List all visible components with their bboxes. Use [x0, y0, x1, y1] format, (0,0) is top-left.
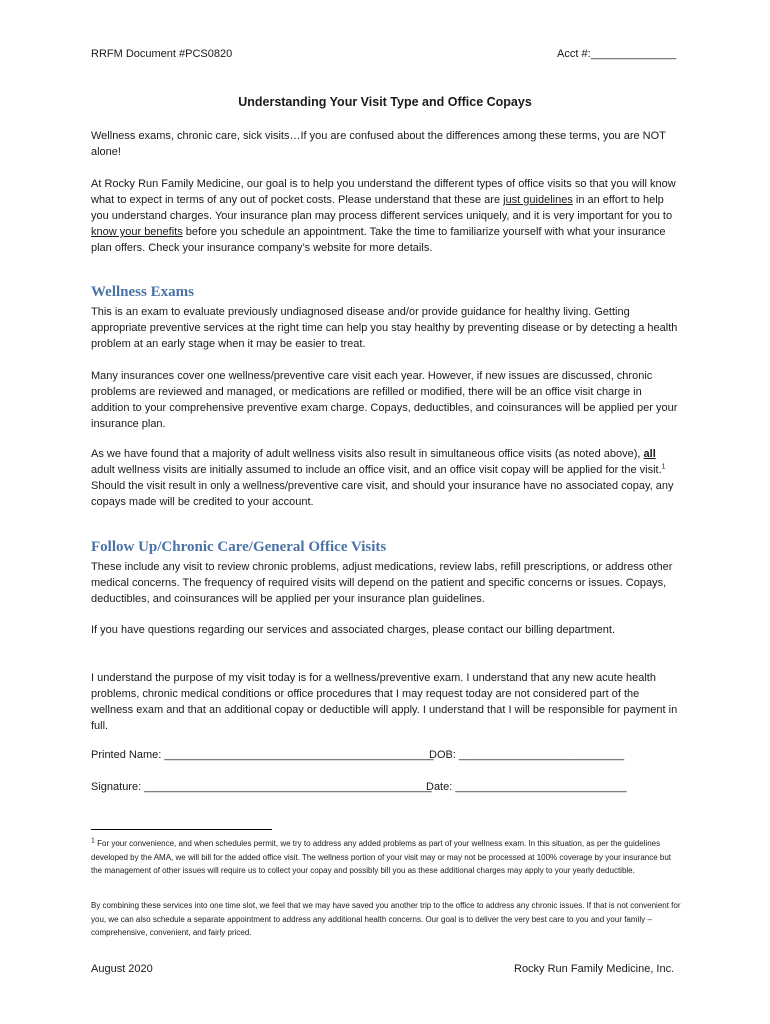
acknowledgement-paragraph: I understand the purpose of my visit today is for a wellness/preventive exam. I understand that any new acute health problems, chronic medical conditions or office procedures that I may request today are not considered part of the wellness exam and that an additional copay or deductible will apply. I understand that I will be responsible for payment in full.	[91, 672, 678, 732]
document-number: RRFM Document #PCS0820	[91, 48, 233, 60]
footnote-reference: 1	[661, 463, 666, 471]
date-field[interactable]: Date: ____________________________	[426, 781, 627, 793]
all-emphasis: all	[643, 448, 656, 460]
wellness-paragraph-1: This is an exam to evaluate previously undiagnosed disease and/or provide guidance for healthy living. Getting appropriate preventive services at the right time can help you stay healthy by preventing disease or by detecting a health problem at an early stage when it may be easier to treat.	[91, 306, 678, 350]
intro-text-c: before you schedule an appointment. Take the time to familiarize yourself with what your insurance plan offers. Check your insurance company’s website for more details.	[91, 226, 666, 254]
wellness-p3-text-a: As we have found that a majority of adult wellness visits also result in simultaneous office visits (as noted above),	[91, 448, 644, 460]
dob-field[interactable]: DOB: ___________________________	[429, 749, 625, 761]
page-title: Understanding Your Visit Type and Office Copays	[238, 95, 532, 109]
footnote-1	[91, 837, 681, 878]
wellness-exams-heading: Wellness Exams	[91, 284, 194, 300]
footnote-number: 1	[91, 837, 95, 845]
know-your-benefits-emphasis: know your benefits	[91, 226, 183, 238]
follow-up-paragraph-2: If you have questions regarding our services and associated charges, please contact our billing department.	[91, 624, 616, 636]
footnote-divider	[91, 829, 272, 830]
wellness-paragraph-3	[91, 446, 681, 510]
intro-paragraph-1: Wellness exams, chronic care, sick visits…If you are confused about the differences among these terms, you are NOT alone!	[91, 130, 666, 158]
follow-up-paragraph-1: These include any visit to review chronic problems, adjust medications, review labs, refill prescriptions, or address other medical concerns. The frequency of required visits will depend on the patient and specific concerns or issues. Copays, deductibles, and coinsurances will be applied per your insurance plan guidelines.	[91, 561, 673, 605]
signature-field[interactable]: Signature: _______________________________________________	[91, 781, 432, 793]
just-guidelines-emphasis: just guidelines	[503, 194, 573, 206]
footnote-2: By combining these services into one time slot, we feel that we may have saved you another trip to the office to address any chronic issues. If that is not convenient for you, we can also schedule a separate appointment to address any additional health concerns. Our goal is to deliver the very best care to you and your family – comprehensive, convenient, and fairly priced.	[91, 901, 681, 937]
footnote-text: For your convenience, and when schedules permit, we try to address any added problems as part of your wellness exam. In this situation, as per the guidelines developed by the AMA, we will bill for the added office visit. The wellness portion of your visit may or may not be processed at 100% coverage by your insurance but the management of other issues will require us to collect your copay and possibly bill you as these additional charges may apply to your yearly deductible.	[91, 839, 672, 875]
wellness-p3-text-c: Should the visit result in only a wellness/preventive care visit, and should your insurance have no associated copay, any copays made will be credited to your account.	[91, 480, 674, 508]
footer-practice-name: Rocky Run Family Medicine, Inc.	[514, 963, 675, 975]
account-number-field: Acct #:______________	[557, 48, 677, 60]
intro-text-a: At Rocky Run Family Medicine, our goal is to help you understand the different types of office visits so that you will know what to expect in terms of any out of pocket costs. Please understand that these are	[91, 178, 676, 206]
intro-paragraph-2	[91, 176, 681, 256]
printed-name-field[interactable]: Printed Name: ____________________________________________	[91, 749, 434, 761]
follow-up-heading: Follow Up/Chronic Care/General Office Visits	[91, 539, 387, 555]
intro-text-b: in an effort to help you understand charges. Your insurance plan may process different services uniquely, and it is very important for you to	[91, 194, 673, 222]
wellness-p3-text-b: adult wellness visits are initially assumed to include an office visit, and an office visit copay will be applied for the visit.	[91, 464, 662, 476]
wellness-paragraph-2: Many insurances cover one wellness/preventive care visit each year. However, if new issues are discussed, chronic problems are reviewed and managed, or medications are refilled or modified, there will be an office visit charge in addition to your comprehensive preventive exam charge. Copays, deductibles, and coinsurances will be applied per your insurance plan.	[91, 370, 678, 430]
footer-date: August 2020	[91, 963, 153, 975]
